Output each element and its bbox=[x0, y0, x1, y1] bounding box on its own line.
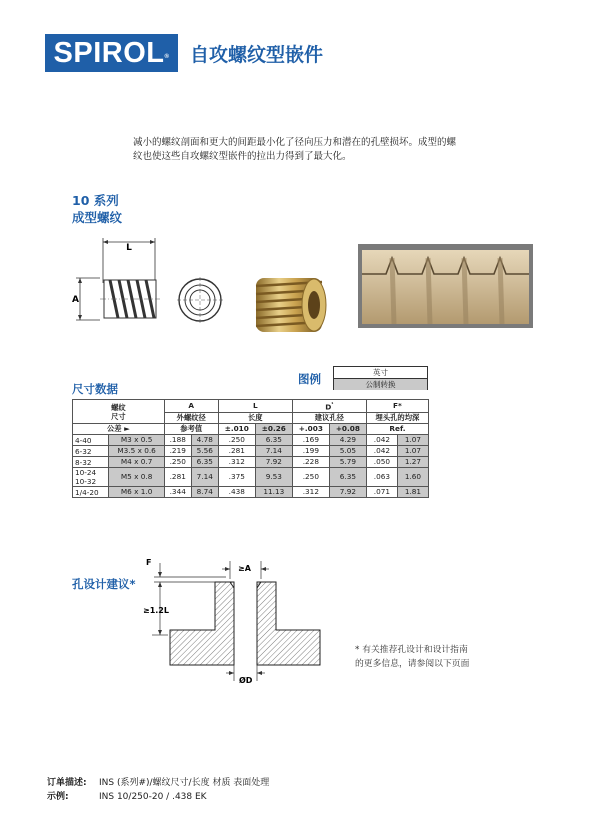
table-cell: 8.74 bbox=[191, 487, 218, 498]
order-example: INS 10/250-20 / .438 EK bbox=[99, 792, 207, 802]
insert-photo bbox=[250, 272, 336, 337]
table-row bbox=[73, 468, 429, 487]
table-cell: M5 x 0.8 bbox=[109, 468, 164, 487]
table-cell: .250 bbox=[218, 435, 255, 446]
table-cell: .042 bbox=[366, 435, 397, 446]
order-description: INS (系列#)/螺纹尺寸/长度 材质 表面处理 bbox=[99, 778, 270, 788]
table-cell: 4.78 bbox=[191, 435, 218, 446]
table-cell: 1.07 bbox=[397, 435, 428, 446]
table-cell: M6 x 1.0 bbox=[109, 487, 164, 498]
legend-box bbox=[333, 366, 428, 390]
table-cell: .250 bbox=[164, 457, 191, 468]
legend-heading: 图例 bbox=[298, 372, 321, 386]
table-cell: .312 bbox=[292, 487, 329, 498]
table-cell: 5.79 bbox=[329, 457, 366, 468]
table-cell: .050 bbox=[366, 457, 397, 468]
table-cell: 7.14 bbox=[191, 468, 218, 487]
table-row bbox=[73, 457, 429, 468]
header-A: A bbox=[164, 400, 218, 413]
table-cell: 6-32 bbox=[73, 446, 109, 457]
label-OD: ØD bbox=[239, 676, 253, 685]
header-L: L bbox=[218, 400, 292, 413]
table-cell: 8-32 bbox=[73, 457, 109, 468]
table-cell: .199 bbox=[292, 446, 329, 457]
series-subtitle: 成型螺纹 bbox=[72, 210, 123, 225]
table-cell: 1.81 bbox=[397, 487, 428, 498]
table-cell: 10-24 10-32 bbox=[73, 468, 109, 487]
table-cell: .344 bbox=[164, 487, 191, 498]
tol-L-mm: ±0.26 bbox=[255, 424, 292, 435]
table-cell: 1/4-20 bbox=[73, 487, 109, 498]
table-cell: .312 bbox=[218, 457, 255, 468]
tolerance-label: 公差 ► bbox=[73, 424, 165, 435]
table-cell: 6.35 bbox=[191, 457, 218, 468]
example-label: 示例: bbox=[47, 792, 69, 802]
legend-metric: 公制转换 bbox=[334, 379, 427, 390]
tol-L-inch: ±.010 bbox=[218, 424, 255, 435]
table-cell: 11.13 bbox=[255, 487, 292, 498]
table-cell: .228 bbox=[292, 457, 329, 468]
series-heading bbox=[72, 192, 122, 226]
table-cell: 5.56 bbox=[191, 446, 218, 457]
table-row bbox=[73, 435, 429, 446]
header-D: $D^{^1}$ bbox=[292, 400, 366, 413]
footnote-line-2: 的更多信息，请参阅以下页面 bbox=[355, 659, 470, 669]
hole-footnote bbox=[355, 643, 469, 671]
header-L-sub: 长度 bbox=[218, 413, 292, 424]
table-cell: .063 bbox=[366, 468, 397, 487]
insert-end-view-drawing bbox=[175, 272, 225, 332]
legend-inch: 英寸 bbox=[334, 367, 427, 379]
table-cell: M3.5 x 0.6 bbox=[109, 446, 164, 457]
dimensions-table bbox=[72, 399, 429, 498]
order-info bbox=[47, 776, 269, 804]
tol-D-inch: +.003 bbox=[292, 424, 329, 435]
label-A: A bbox=[72, 295, 79, 305]
hole-design-heading: 孔设计建议* bbox=[72, 577, 136, 591]
header-thread: 螺纹 尺寸 bbox=[73, 400, 165, 424]
table-cell: M4 x 0.7 bbox=[109, 457, 164, 468]
table-row bbox=[73, 487, 429, 498]
table-cell: .281 bbox=[218, 446, 255, 457]
table-cell: 6.35 bbox=[255, 435, 292, 446]
thread-detail-photo bbox=[358, 244, 533, 328]
page-title: 自攻螺纹型嵌件 bbox=[190, 44, 324, 66]
label-min-A: ≥A bbox=[238, 564, 251, 573]
table-cell: 4.29 bbox=[329, 435, 366, 446]
table-cell: .219 bbox=[164, 446, 191, 457]
table-row bbox=[73, 446, 429, 457]
table-cell: .375 bbox=[218, 468, 255, 487]
dimensions-heading: 尺寸数据 bbox=[72, 382, 118, 396]
table-cell: 7.92 bbox=[255, 457, 292, 468]
table-cell: .281 bbox=[164, 468, 191, 487]
header-A-sub: 外螺纹径 bbox=[164, 413, 218, 424]
ref-label: Ref. bbox=[366, 424, 428, 435]
order-label: 订单描述: bbox=[47, 778, 87, 788]
table-cell: .042 bbox=[366, 446, 397, 457]
label-F: F bbox=[146, 558, 152, 567]
header-F: F* bbox=[366, 400, 428, 413]
table-cell: 9.53 bbox=[255, 468, 292, 487]
series-name: 10 系列 bbox=[72, 193, 119, 208]
table-cell: .169 bbox=[292, 435, 329, 446]
table-cell: 5.05 bbox=[329, 446, 366, 457]
label-min-1.2L: ≥1.2L bbox=[143, 606, 169, 615]
table-cell: 7.14 bbox=[255, 446, 292, 457]
table-cell: 7.92 bbox=[329, 487, 366, 498]
table-cell: .438 bbox=[218, 487, 255, 498]
tol-D-mm: +0.08 bbox=[329, 424, 366, 435]
table-cell: .250 bbox=[292, 468, 329, 487]
label-L: L bbox=[126, 243, 132, 253]
table-cell: 4-40 bbox=[73, 435, 109, 446]
table-cell: .071 bbox=[366, 487, 397, 498]
table-cell: 1.07 bbox=[397, 446, 428, 457]
footnote-line-1: * 有关推荐孔设计和设计指南 bbox=[355, 645, 468, 655]
header-D-sub: 建议孔径 bbox=[292, 413, 366, 424]
table-cell: .188 bbox=[164, 435, 191, 446]
header-F-sub: 埋头孔的均深 bbox=[366, 413, 428, 424]
table-cell: M3 x 0.5 bbox=[109, 435, 164, 446]
table-cell: 1.60 bbox=[397, 468, 428, 487]
intro-text: 减小的螺纹剖面和更大的间距最小化了径向压力和潜在的孔壁损坏。成型的螺纹也使这些自攻螺纹型嵌件的拉出力得到了最大化。 bbox=[133, 137, 457, 162]
table-cell: 1.27 bbox=[397, 457, 428, 468]
hole-design-drawing bbox=[140, 555, 340, 685]
spirol-logo: SPIROL® bbox=[45, 34, 178, 72]
reference-value: 参考值 bbox=[164, 424, 218, 435]
table-cell: 6.35 bbox=[329, 468, 366, 487]
insert-side-view-drawing bbox=[70, 228, 175, 328]
